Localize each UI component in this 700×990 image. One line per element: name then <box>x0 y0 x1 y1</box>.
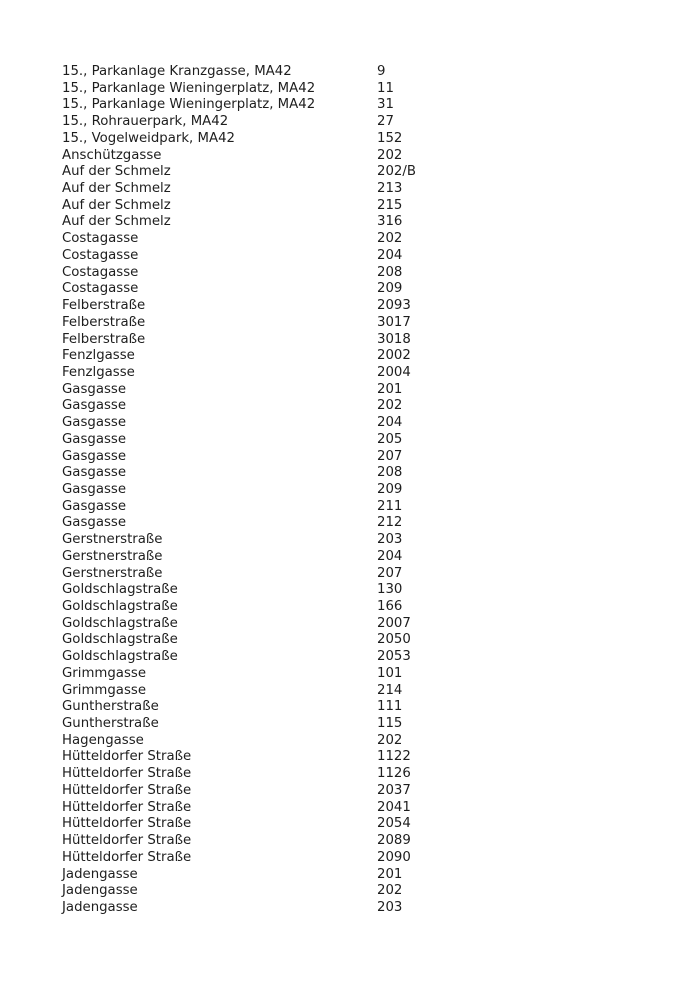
street-number-cell: 316 <box>377 214 403 230</box>
street-number-cell: 203 <box>377 899 403 915</box>
street-name-cell: Hütteldorfer Straße <box>62 782 192 798</box>
street-number-cell: 213 <box>377 181 403 197</box>
table-row <box>62 766 660 783</box>
table-row <box>62 632 660 649</box>
table-row <box>62 716 660 733</box>
street-number-cell: 115 <box>377 716 403 732</box>
table-row <box>62 616 660 633</box>
street-number-cell: 202 <box>377 147 403 163</box>
table-row <box>62 900 660 917</box>
street-name-cell: Jadengasse <box>62 866 138 882</box>
street-number-cell: 204 <box>377 247 403 263</box>
street-number-cell: 152 <box>377 130 403 146</box>
table-row <box>62 582 660 599</box>
street-number-list <box>62 64 660 917</box>
table-row <box>62 432 660 449</box>
street-name-cell: Gasgasse <box>62 398 127 414</box>
street-number-cell: 215 <box>377 197 403 213</box>
table-row <box>62 532 660 549</box>
table-row <box>62 181 660 198</box>
table-row <box>62 81 660 98</box>
street-number-cell: 101 <box>377 665 403 681</box>
street-name-cell: Hütteldorfer Straße <box>62 849 192 865</box>
street-number-cell: 2037 <box>377 782 411 798</box>
street-number-cell: 2050 <box>377 632 411 648</box>
table-row <box>62 449 660 466</box>
street-name-cell: Grimmgasse <box>62 665 146 681</box>
street-number-cell: 208 <box>377 264 403 280</box>
street-name-cell: Gasgasse <box>62 415 127 431</box>
street-number-cell: 202 <box>377 732 403 748</box>
street-name-cell: Goldschlagstraße <box>62 582 178 598</box>
street-name-cell: Felberstraße <box>62 331 146 347</box>
street-name-cell: Goldschlagstraße <box>62 599 178 614</box>
street-name-cell: Anschützgasse <box>62 147 162 163</box>
table-row <box>62 883 660 900</box>
street-name-cell: Auf der Schmelz <box>62 197 171 213</box>
table-row <box>62 198 660 215</box>
street-name-cell: Gasgasse <box>62 431 127 447</box>
table-row <box>62 515 660 532</box>
street-number-cell: 201 <box>377 866 403 882</box>
table-row <box>62 850 660 867</box>
street-name-cell: Hütteldorfer Straße <box>62 816 192 832</box>
street-name-cell: Gasgasse <box>62 498 127 514</box>
street-number-cell: 1126 <box>377 766 411 782</box>
street-name-cell: 15., Vogelweidpark, MA42 <box>62 130 236 146</box>
street-number-cell: 2089 <box>377 833 411 849</box>
street-number-cell: 204 <box>377 415 403 431</box>
table-row <box>62 248 660 265</box>
street-name-cell: Goldschlagstraße <box>62 649 178 665</box>
table-row <box>62 315 660 332</box>
street-number-cell: 31 <box>377 97 394 113</box>
street-number-cell: 204 <box>377 548 403 564</box>
street-name-cell: Hütteldorfer Straße <box>62 766 192 782</box>
table-row <box>62 566 660 583</box>
street-name-cell: Jadengasse <box>62 883 138 899</box>
street-name-cell: Hütteldorfer Straße <box>62 749 192 765</box>
table-row <box>62 465 660 482</box>
street-number-cell: 130 <box>377 582 403 598</box>
table-row <box>62 599 660 616</box>
street-name-cell: Gerstnerstraße <box>62 532 163 548</box>
street-name-cell: Gasgasse <box>62 515 127 531</box>
street-name-cell: 15., Parkanlage Kranzgasse, MA42 <box>62 64 292 79</box>
table-row <box>62 348 660 365</box>
street-number-cell: 111 <box>377 699 403 715</box>
street-number-cell: 27 <box>377 114 394 130</box>
table-row <box>62 365 660 382</box>
street-number-cell: 3018 <box>377 331 411 347</box>
street-name-cell: Guntherstraße <box>62 699 159 715</box>
table-row <box>62 214 660 231</box>
table-row <box>62 699 660 716</box>
street-name-cell: 15., Parkanlage Wieningerplatz, MA42 <box>62 97 316 113</box>
table-row <box>62 549 660 566</box>
table-row <box>62 382 660 399</box>
street-number-cell: 207 <box>377 448 403 464</box>
street-number-cell: 208 <box>377 465 403 481</box>
table-row <box>62 482 660 499</box>
table-row <box>62 816 660 833</box>
street-number-cell: 2054 <box>377 816 411 832</box>
street-name-cell: Hagengasse <box>62 732 144 748</box>
table-row <box>62 131 660 148</box>
street-number-cell: 3017 <box>377 314 411 330</box>
street-name-cell: Gasgasse <box>62 481 127 497</box>
table-row <box>62 298 660 315</box>
table-row <box>62 281 660 298</box>
table-row <box>62 867 660 884</box>
table-row <box>62 733 660 750</box>
street-name-cell: Fenzlgasse <box>62 348 135 364</box>
street-number-cell: 202 <box>377 231 403 247</box>
street-number-cell: 202 <box>377 398 403 414</box>
street-name-cell: Jadengasse <box>62 899 138 915</box>
table-row <box>62 649 660 666</box>
table-row <box>62 833 660 850</box>
table-row <box>62 97 660 114</box>
street-number-cell: 202 <box>377 883 403 899</box>
table-row <box>62 683 660 700</box>
table-row <box>62 783 660 800</box>
table-row <box>62 148 660 165</box>
street-number-cell: 2041 <box>377 799 411 815</box>
street-name-cell: Gasgasse <box>62 448 127 464</box>
street-number-cell: 166 <box>377 599 403 614</box>
table-row <box>62 114 660 131</box>
table-row <box>62 666 660 683</box>
street-name-cell: Costagasse <box>62 281 139 297</box>
street-name-cell: Hütteldorfer Straße <box>62 833 192 849</box>
table-row <box>62 164 660 181</box>
street-name-cell: Costagasse <box>62 264 139 280</box>
street-number-cell: 211 <box>377 498 403 514</box>
street-number-cell: 2007 <box>377 615 411 631</box>
street-name-cell: Costagasse <box>62 247 139 263</box>
street-number-cell: 202/B <box>377 164 416 180</box>
street-number-cell: 205 <box>377 431 403 447</box>
table-row <box>62 415 660 432</box>
street-number-cell: 11 <box>377 80 394 96</box>
street-name-cell: 15., Rohrauerpark, MA42 <box>62 114 229 130</box>
street-name-cell: Costagasse <box>62 231 139 247</box>
street-name-cell: Auf der Schmelz <box>62 214 171 230</box>
street-name-cell: 15., Parkanlage Wieningerplatz, MA42 <box>62 80 316 96</box>
table-row <box>62 800 660 817</box>
street-name-cell: Goldschlagstraße <box>62 632 178 648</box>
street-name-cell: Gerstnerstraße <box>62 548 163 564</box>
street-name-cell: Auf der Schmelz <box>62 164 171 180</box>
street-name-cell: Grimmgasse <box>62 682 146 698</box>
street-number-cell: 207 <box>377 565 403 581</box>
street-number-cell: 2004 <box>377 364 411 380</box>
street-number-cell: 1122 <box>377 749 411 765</box>
street-name-cell: Fenzlgasse <box>62 364 135 380</box>
table-row <box>62 231 660 248</box>
street-name-cell: Felberstraße <box>62 298 146 314</box>
street-name-cell: Auf der Schmelz <box>62 181 171 197</box>
street-number-cell: 2090 <box>377 849 411 865</box>
table-row <box>62 64 660 81</box>
street-number-cell: 212 <box>377 515 403 531</box>
street-name-cell: Felberstraße <box>62 314 146 330</box>
street-number-cell: 9 <box>377 64 386 79</box>
table-row <box>62 265 660 282</box>
street-name-cell: Hütteldorfer Straße <box>62 799 192 815</box>
street-name-cell: Gasgasse <box>62 381 127 397</box>
street-name-cell: Gasgasse <box>62 465 127 481</box>
table-row <box>62 398 660 415</box>
street-number-cell: 209 <box>377 281 403 297</box>
street-name-cell: Gerstnerstraße <box>62 565 163 581</box>
street-name-cell: Guntherstraße <box>62 716 159 732</box>
street-number-cell: 203 <box>377 532 403 548</box>
street-name-cell: Goldschlagstraße <box>62 615 178 631</box>
table-row <box>62 332 660 349</box>
street-number-cell: 2093 <box>377 298 411 314</box>
street-number-cell: 2053 <box>377 649 411 665</box>
table-row <box>62 499 660 516</box>
street-number-cell: 214 <box>377 682 403 698</box>
street-number-cell: 2002 <box>377 348 411 364</box>
table-row <box>62 749 660 766</box>
street-number-cell: 201 <box>377 381 403 397</box>
street-number-cell: 209 <box>377 481 403 497</box>
